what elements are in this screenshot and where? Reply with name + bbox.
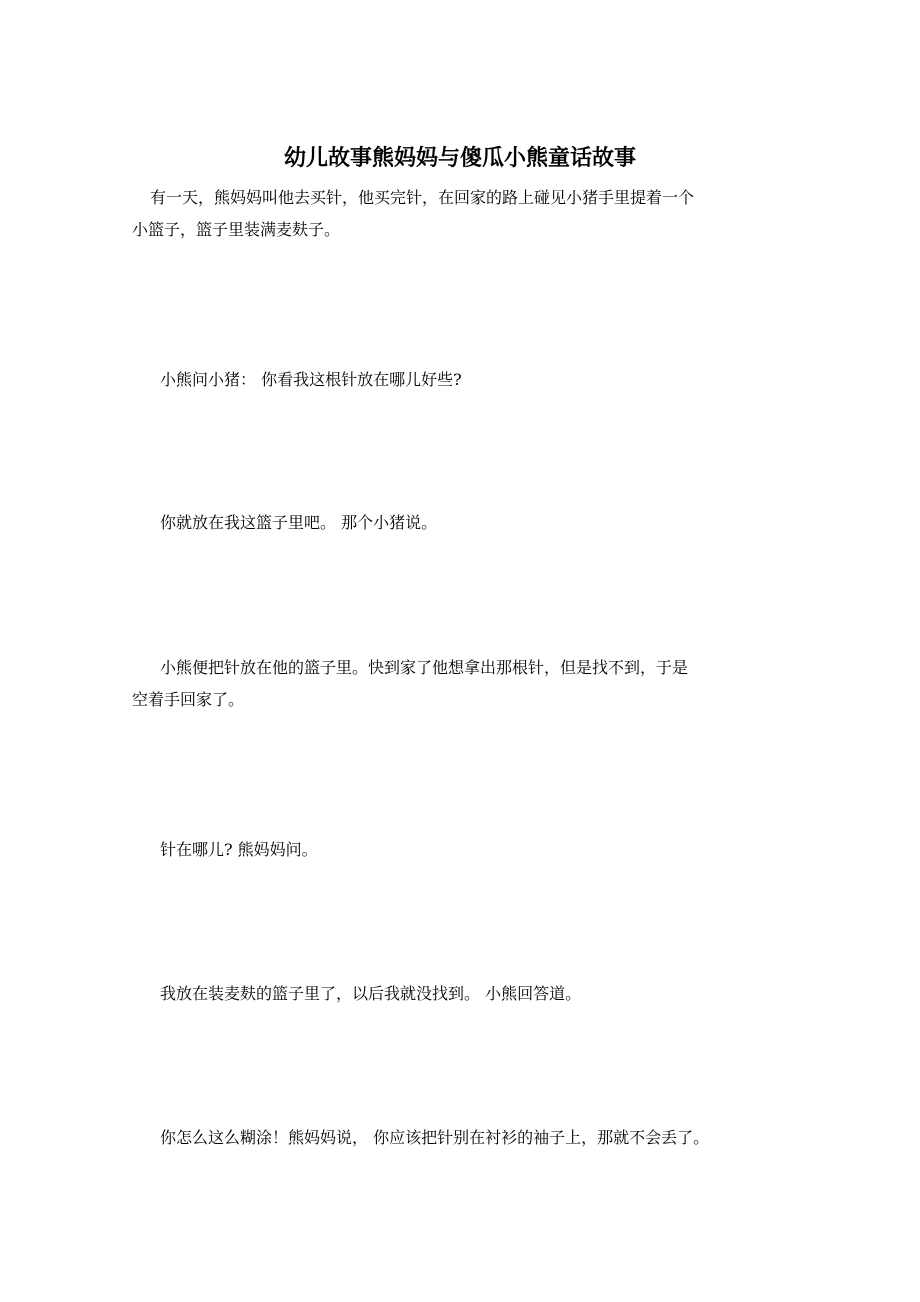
paragraph-line: 你怎么这么糊涂！熊妈妈说， 你应该把针别在衬衫的袖子上，那就不会丢了。	[160, 1128, 710, 1147]
paragraph-line: 小熊问小猪： 你看我这根针放在哪儿好些?	[160, 370, 462, 389]
paragraph-1	[132, 182, 792, 246]
paragraph-line: 我放在装麦麸的篮子里了，以后我就没找到。 小熊回答道。	[160, 984, 582, 1003]
paragraph-line: 小熊便把针放在他的篮子里。快到家了他想拿出那根针，但是找不到，于是	[160, 658, 689, 677]
paragraph-3	[132, 507, 792, 539]
paragraph-line: 小篮子，篮子里装满麦麸子。	[132, 220, 341, 239]
paragraph-line: 针在哪儿? 熊妈妈问。	[160, 840, 318, 859]
paragraph-line: 有一天，熊妈妈叫他去买针，他买完针，在回家的路上碰见小猪手里提着一个	[150, 188, 695, 207]
paragraph-line: 空着手回家了。	[132, 690, 245, 709]
paragraph-7	[132, 1122, 792, 1154]
document-title: 幼儿故事熊妈妈与傻瓜小熊童话故事	[283, 145, 636, 171]
paragraph-5	[132, 834, 792, 866]
paragraph-4	[132, 652, 792, 716]
paragraph-2	[132, 364, 792, 396]
paragraph-6	[132, 978, 792, 1010]
paragraph-line: 你就放在我这篮子里吧。 那个小猪说。	[160, 513, 438, 532]
